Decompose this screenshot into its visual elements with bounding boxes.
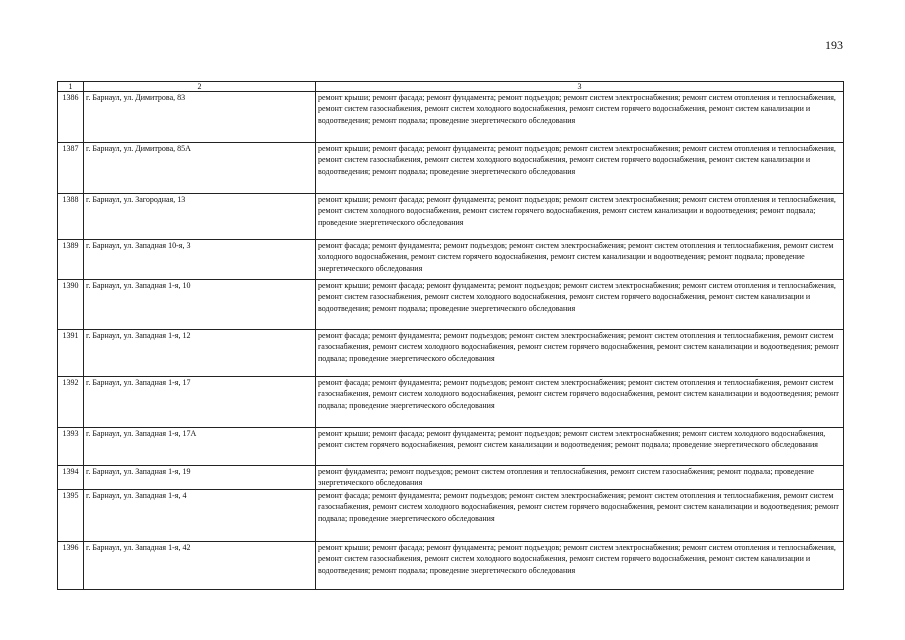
row-address: г. Барнаул, ул. Загородная, 13 (84, 194, 316, 240)
row-works: ремонт крыши; ремонт фасада; ремонт фундамента; ремонт подъездов; ремонт систем электроснабжения; ремонт систем отопления и теплоснабжения, ремонт систем газоснабжения, ремонт систем холодного водоснабжения, ремонт систем горячего водоснабжения, ремонт систем канализации и водоотведения; ремонт подвала; проведение энергетического обследования (316, 92, 844, 143)
row-number: 1386 (58, 92, 84, 143)
row-works: ремонт крыши; ремонт фасада; ремонт фундамента; ремонт подъездов; ремонт систем электроснабжения; ремонт систем отопления и теплоснабжения, ремонт систем газоснабжения, ремонт систем холодного водоснабжения, ремонт систем горячего водоснабжения, ремонт систем канализации и водоотведения; ремонт подвала; проведение энергетического обследования (316, 280, 844, 330)
row-works: ремонт фундамента; ремонт подъездов; ремонт систем отопления и теплоснабжения, ремонт систем газоснабжения; ремонт подвала; проведение энергетического обследования (316, 466, 844, 490)
table-row (58, 428, 844, 466)
table-row (58, 194, 844, 240)
table-row (58, 490, 844, 542)
row-address: г. Барнаул, ул. Западная 1-я, 17 (84, 377, 316, 428)
column-header-number: 1 (58, 82, 84, 92)
table-row (58, 240, 844, 280)
table-row (58, 377, 844, 428)
column-header-works: 3 (316, 82, 844, 92)
row-address: г. Барнаул, ул. Западная 1-я, 10 (84, 280, 316, 330)
row-works: ремонт крыши; ремонт фасада; ремонт фундамента; ремонт подъездов; ремонт систем электроснабжения; ремонт систем холодного водоснабжения, ремонт систем горячего водоснабжения, ремонт систем канализации и водоотведения; ремонт подвала; проведение энергетического обследования (316, 428, 844, 466)
table-header-row (58, 82, 844, 92)
row-number: 1389 (58, 240, 84, 280)
row-number: 1395 (58, 490, 84, 542)
row-works: ремонт фасада; ремонт фундамента; ремонт подъездов; ремонт систем электроснабжения; ремонт систем отопления и теплоснабжения, ремонт систем газоснабжения, ремонт систем холодного водоснабжения, ремонт систем горячего водоснабжения, ремонт систем канализации и водоотведения; ремонт подвала; проведение энергетического обследования (316, 330, 844, 377)
row-address: г. Барнаул, ул. Западная 1-я, 12 (84, 330, 316, 377)
repair-register-table (57, 81, 844, 590)
row-address: г. Барнаул, ул. Западная 1-я, 42 (84, 542, 316, 590)
table-row (58, 330, 844, 377)
row-address: г. Барнаул, ул. Западная 10-я, 3 (84, 240, 316, 280)
table-row (58, 280, 844, 330)
row-number: 1394 (58, 466, 84, 490)
column-header-address: 2 (84, 82, 316, 92)
row-works: ремонт фасада; ремонт фундамента; ремонт подъездов; ремонт систем электроснабжения; ремонт систем отопления и теплоснабжения, ремонт систем холодного водоснабжения, ремонт систем горячего водоснабжения, ремонт систем канализации и водоотведения; ремонт подвала; проведение энергетического обследования (316, 240, 844, 280)
row-works: ремонт крыши; ремонт фасада; ремонт фундамента; ремонт подъездов; ремонт систем электроснабжения; ремонт систем отопления и теплоснабжения, ремонт систем газоснабжения, ремонт систем холодного водоснабжения, ремонт систем горячего водоснабжения, ремонт систем канализации и водоотведения; ремонт подвала; проведение энергетического обследования (316, 143, 844, 194)
page-number: 193 (825, 38, 843, 52)
row-address: г. Барнаул, ул. Димитрова, 83 (84, 92, 316, 143)
row-works: ремонт крыши; ремонт фасада; ремонт фундамента; ремонт подъездов; ремонт систем электроснабжения; ремонт систем отопления и теплоснабжения, ремонт систем газоснабжения, ремонт систем холодного водоснабжения, ремонт систем горячего водоснабжения, ремонт систем канализации и водоотведения; ремонт подвала; проведение энергетического обследования (316, 542, 844, 590)
row-number: 1391 (58, 330, 84, 377)
row-number: 1390 (58, 280, 84, 330)
table-row (58, 92, 844, 143)
row-number: 1393 (58, 428, 84, 466)
row-address: г. Барнаул, ул. Западная 1-я, 19 (84, 466, 316, 490)
row-works: ремонт фасада; ремонт фундамента; ремонт подъездов; ремонт систем электроснабжения; ремонт систем отопления и теплоснабжения, ремонт систем газоснабжения, ремонт систем холодного водоснабжения, ремонт систем горячего водоснабжения, ремонт систем канализации и водоотведения; ремонт подвала; проведение энергетического обследования (316, 377, 844, 428)
table-row (58, 542, 844, 590)
row-number: 1392 (58, 377, 84, 428)
row-address: г. Барнаул, ул. Димитрова, 85А (84, 143, 316, 194)
row-address: г. Барнаул, ул. Западная 1-я, 17А (84, 428, 316, 466)
row-address: г. Барнаул, ул. Западная 1-я, 4 (84, 490, 316, 542)
table-row (58, 466, 844, 490)
row-number: 1387 (58, 143, 84, 194)
row-number: 1396 (58, 542, 84, 590)
table-row (58, 143, 844, 194)
row-works: ремонт фасада; ремонт фундамента; ремонт подъездов; ремонт систем электроснабжения; ремонт систем отопления и теплоснабжения, ремонт систем газоснабжения, ремонт систем холодного водоснабжения, ремонт систем горячего водоснабжения, ремонт систем канализации и водоотведения; ремонт подвала; проведение энергетического обследования (316, 490, 844, 542)
row-works: ремонт крыши; ремонт фасада; ремонт фундамента; ремонт подъездов; ремонт систем электроснабжения; ремонт систем отопления и теплоснабжения, ремонт систем холодного водоснабжения, ремонт систем горячего водоснабжения, ремонт систем канализации и водоотведения; ремонт подвала; проведение энергетического обследования (316, 194, 844, 240)
row-number: 1388 (58, 194, 84, 240)
